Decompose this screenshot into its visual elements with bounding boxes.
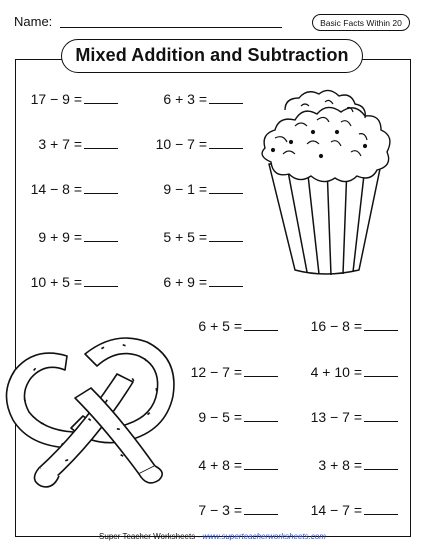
answer-blank[interactable]	[364, 318, 398, 331]
answer-blank[interactable]	[364, 502, 398, 515]
problem: 7 − 3 =	[178, 502, 278, 518]
footer-link[interactable]: www.superteacherworksheets.com	[202, 532, 326, 541]
problem: 17 − 9 =	[22, 91, 118, 107]
problem: 16 − 8 =	[298, 318, 398, 334]
answer-blank[interactable]	[209, 136, 243, 149]
problem: 3 + 7 =	[22, 136, 118, 152]
page-title: Mixed Addition and Subtraction	[61, 39, 363, 73]
answer-blank[interactable]	[364, 409, 398, 422]
answer-blank[interactable]	[84, 181, 118, 194]
problem: 10 − 7 =	[145, 136, 243, 152]
problem: 14 − 7 =	[298, 502, 398, 518]
problem: 5 + 5 =	[145, 229, 243, 245]
answer-blank[interactable]	[84, 91, 118, 104]
problem: 13 − 7 =	[298, 409, 398, 425]
problem: 12 − 7 =	[178, 364, 278, 380]
answer-blank[interactable]	[244, 318, 278, 331]
answer-blank[interactable]	[209, 91, 243, 104]
answer-blank[interactable]	[84, 136, 118, 149]
footer-brand: Super Teacher Worksheets -	[99, 532, 203, 541]
level-badge: Basic Facts Within 20	[312, 14, 410, 31]
problem: 14 − 8 =	[22, 181, 118, 197]
problem: 4 + 10 =	[298, 364, 398, 380]
name-line[interactable]	[60, 27, 282, 28]
answer-blank[interactable]	[364, 364, 398, 377]
answer-blank[interactable]	[84, 274, 118, 287]
answer-blank[interactable]	[244, 364, 278, 377]
answer-blank[interactable]	[244, 457, 278, 470]
answer-blank[interactable]	[209, 229, 243, 242]
problem: 6 + 5 =	[178, 318, 278, 334]
answer-blank[interactable]	[244, 409, 278, 422]
footer	[0, 532, 425, 541]
answer-blank[interactable]	[364, 457, 398, 470]
answer-blank[interactable]	[209, 274, 243, 287]
problem: 9 − 1 =	[145, 181, 243, 197]
pretzel-icon	[5, 318, 185, 493]
problem: 10 + 5 =	[22, 274, 118, 290]
name-label: Name:	[14, 14, 53, 29]
answer-blank[interactable]	[209, 181, 243, 194]
problem: 3 + 8 =	[298, 457, 398, 473]
problem: 9 + 9 =	[22, 229, 118, 245]
problem: 9 − 5 =	[178, 409, 278, 425]
problem: 4 + 8 =	[178, 457, 278, 473]
problem: 6 + 3 =	[145, 91, 243, 107]
answer-blank[interactable]	[244, 502, 278, 515]
popcorn-icon	[255, 82, 405, 277]
problem: 6 + 9 =	[145, 274, 243, 290]
answer-blank[interactable]	[84, 229, 118, 242]
